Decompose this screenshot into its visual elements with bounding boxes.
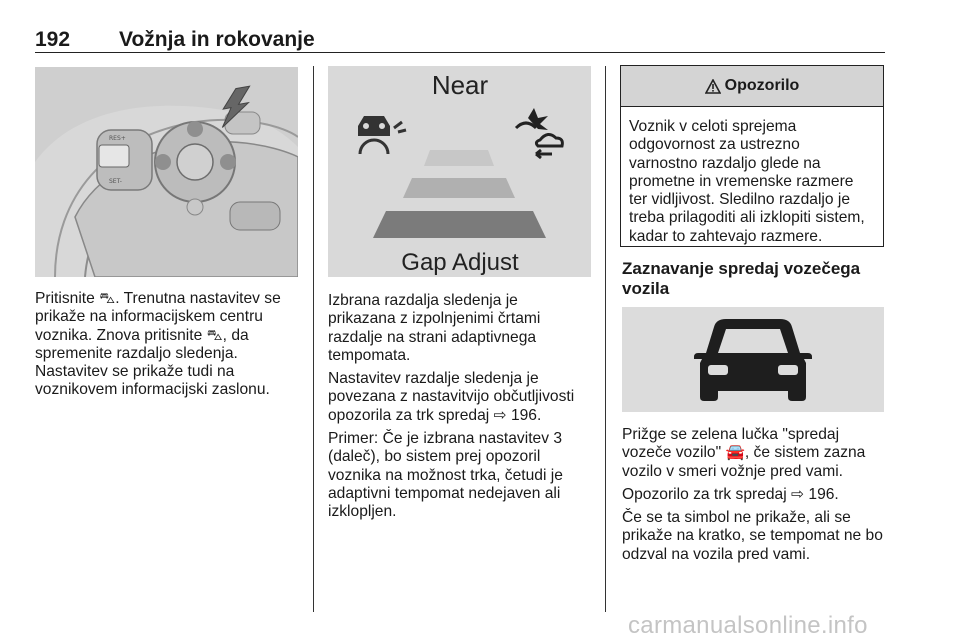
left-line-3: voznika. Znova pritisnite ⛍, da [35,326,249,344]
car-front-icon [622,307,884,412]
warning-box [620,65,884,247]
warning-triangle-icon [705,79,721,94]
right-p1-line-1: Prižge se zelena lučka "spredaj [622,426,840,443]
right-p1-line-3: vozilo v smeri vožnje pred vami. [622,462,843,480]
middle-text [328,292,603,527]
left-line-1: Pritisnite ⛍. Trenutna nastavitev se [35,290,281,307]
heading-line-1: Zaznavanje spredaj vozečega [622,259,861,278]
steering-wheel-illustration [35,67,298,277]
column-divider-2 [605,66,606,612]
middle-paragraph-3 [328,430,603,521]
warning-line-1: Voznik v celoti sprejema [629,118,797,135]
left-line-2: prikaže na informacijskem centru [35,308,263,326]
near-label: Near [431,70,489,100]
mid-p3-line-2: (daleč), bo sistem prej opozoril [328,448,541,466]
mid-p2-line-1: Nastavitev razdalje sledenja je [328,370,539,388]
mid-p3-line-3: voznika na možnost trka, četudi je [328,466,563,484]
mid-p2-line-3[interactable]: opozorila za trk spredaj ⇨ 196. [328,406,542,424]
warning-header [621,66,883,107]
watermark: carmanualsonline.info [628,612,868,639]
right-paragraph-2 [622,486,888,504]
steering-wheel-figure [35,67,298,277]
mid-p1-line-4: tempomata. [328,346,411,364]
middle-paragraph-1 [328,292,603,365]
mid-p3-line-5: izklopljen. [328,503,397,521]
gap-adjust-label: Gap Adjust [401,249,519,276]
column-divider-1 [313,66,314,612]
gap-adjust-figure [328,66,591,277]
right-p3-line-3: odzval na vozila pred vami. [622,545,811,563]
left-text [35,290,307,405]
right-p3-line-1: Če se ta simbol ne prikaže, ali se [622,509,851,527]
middle-paragraph-2 [328,370,603,425]
mid-p3-line-1: Primer: Če je izbrana nastavitev 3 [328,430,563,448]
warning-line-3: varnostno razdaljo glede na [629,154,821,172]
mid-p2-line-2: povezana z nastavitvijo občutljivosti [328,388,575,406]
warning-title: Opozorilo [724,77,800,94]
right-p1-line-2: vozeče vozilo" 🚘, če sistem zazna [622,444,866,462]
vehicle-ahead-figure [622,307,884,412]
heading-line-2: vozila [622,279,670,298]
left-line-5: Nastavitev se prikaže tudi na [35,363,235,381]
warning-line-5: ter vidljivost. Sledilno razdaljo je [629,191,851,209]
page-number: 192 [35,28,71,51]
right-paragraph-3 [622,509,888,564]
warning-line-6: treba prilagoditi ali izklopiti sistem, [629,209,865,227]
left-line-4: spremenite razdaljo sledenja. [35,344,238,362]
warning-line-7: kadar to zahtevajo razmere. [629,227,823,245]
warning-body [621,107,883,246]
page-header [35,28,885,53]
left-line-6: voznikovem informacijski zaslonu. [35,381,270,399]
mid-p1-line-2: prikazana z izpolnjenimi črtami [328,310,541,328]
section-heading [622,259,884,299]
warning-line-4: prometne in vremenske razmere [629,172,854,190]
warning-line-2: odgovornost za ustrezno [629,136,800,154]
right-p2-line-1[interactable]: Opozorilo za trk spredaj ⇨ 196. [622,485,839,503]
res-label: RES+ [109,135,126,142]
mid-p1-line-3: razdalje na strani adaptivnega [328,328,537,346]
right-paragraph-1 [622,426,888,481]
right-p3-line-2: prikaže na kratko, se tempomat ne bo [622,527,883,545]
left-paragraph [35,290,307,400]
set-label: SET- [109,178,122,185]
page-title: Vožnja in rokovanje [119,28,315,51]
right-text [622,426,888,569]
mid-p1-line-1: Izbrana razdalja sledenja je [328,292,518,309]
mid-p3-line-4: adaptivni tempomat nedejaven ali [328,484,561,502]
gap-adjust-illustration [328,66,591,277]
